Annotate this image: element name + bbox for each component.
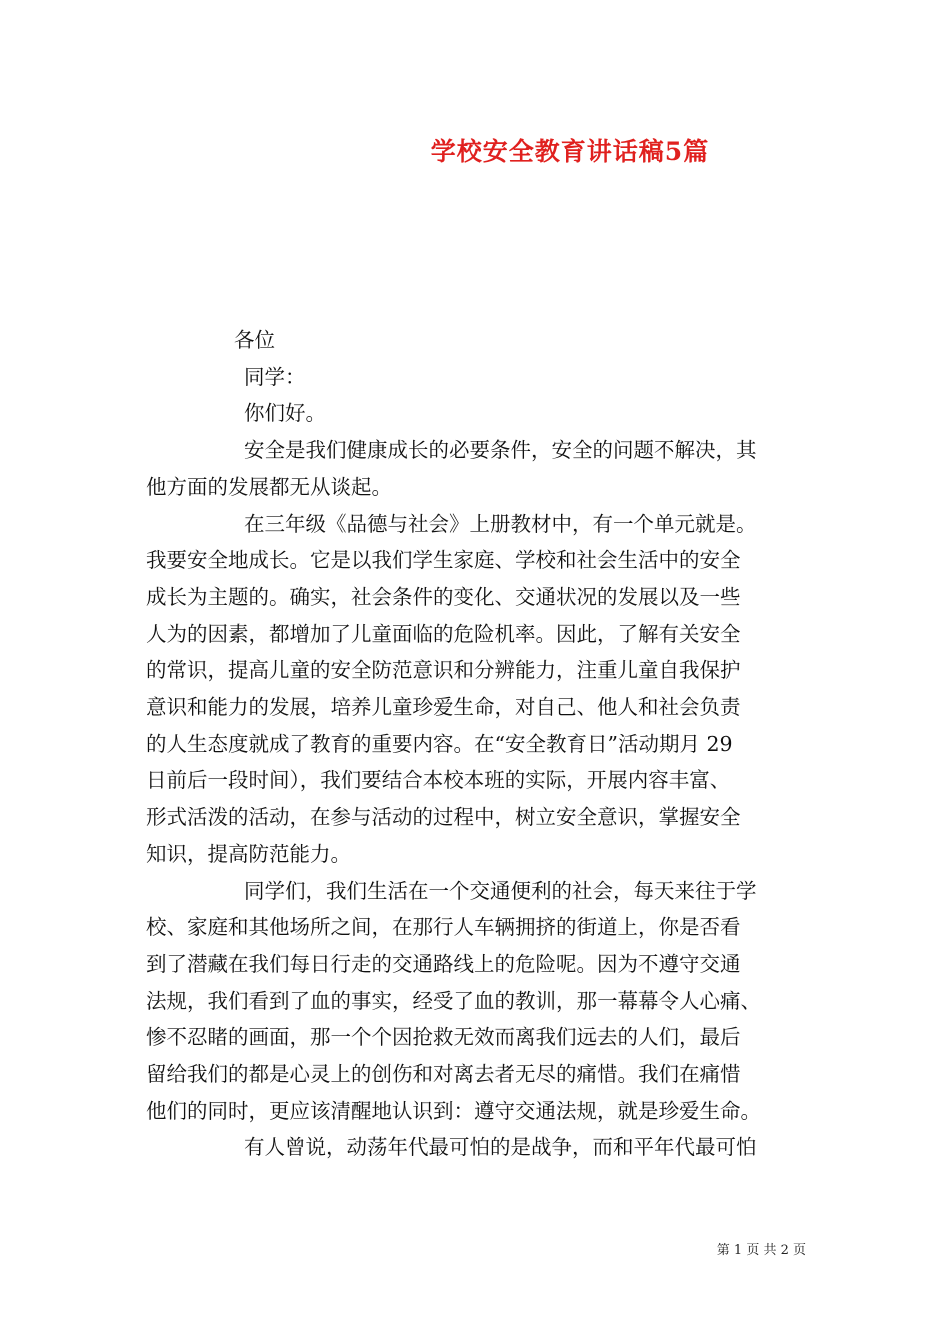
- paragraph-line: 日前后一段时间），我们要结合本校本班的实际，开展内容丰富、: [146, 768, 731, 793]
- paragraph-line: 法规，我们看到了血的事实，经受了血的教训，那一幕幕令人心痛、: [146, 988, 761, 1013]
- paragraph: [146, 873, 806, 1130]
- paragraph: [146, 432, 806, 505]
- paragraph-line: 同学们，我们生活在一个交通便利的社会，每天来往于学: [244, 878, 757, 903]
- paragraph-line: 他方面的发展都无从谈起。: [146, 474, 392, 499]
- paragraph: [146, 506, 806, 873]
- page-number-footer: 第 1 页 共 2 页: [716, 1243, 806, 1258]
- paragraph-line: 意识和能力的发展，培养儿童珍爱生命，对自己、他人和社会负责: [146, 695, 741, 720]
- paragraph-line: 我要安全地成长。它是以我们学生家庭、学校和社会生活中的安全: [146, 548, 741, 573]
- paragraph-line: 成长为主题的。确实，社会条件的变化、交通状况的发展以及一些: [146, 584, 741, 609]
- paragraph-line: 的常识，提高儿童的安全防范意识和分辨能力，注重儿童自我保护: [146, 658, 741, 683]
- paragraph-line: 到了潜藏在我们每日行走的交通路线上的危险呢。因为不遵守交通: [146, 951, 741, 976]
- greeting-line: 你们好。: [244, 401, 326, 426]
- paragraph-line: 安全是我们健康成长的必要条件，安全的问题不解决，其: [244, 438, 757, 463]
- paragraph-line: 他们的同时，更应该清醒地认识到：遵守交通法规，就是珍爱生命。: [146, 1098, 761, 1123]
- greeting-line: 同学：: [244, 364, 306, 389]
- paragraph-line: 形式活泼的活动，在参与活动的过程中，树立安全意识，掌握安全: [146, 805, 741, 830]
- document-title: 学校安全教育讲话稿5篇: [430, 137, 710, 166]
- paragraph-line: 有人曾说，动荡年代最可怕的是战争，而和平年代最可怕: [244, 1135, 757, 1160]
- greeting-line: 各位: [234, 328, 275, 352]
- paragraph: [146, 1129, 806, 1166]
- paragraph-line: 的人生态度就成了教育的重要内容。在“安全教育日”活动期月 29: [146, 731, 733, 756]
- paragraph-line: 知识，提高防范能力。: [146, 841, 351, 866]
- paragraph-line: 校、家庭和其他场所之间，在那行人车辆拥挤的街道上，你是否看: [146, 915, 741, 940]
- paragraph-line: 在三年级《品德与社会》上册教材中，有一个单元就是。: [244, 511, 757, 536]
- paragraph-line: 人为的因素，都增加了儿童面临的危险机率。因此，了解有关安全: [146, 621, 741, 646]
- paragraph-line: 惨不忍睹的画面，那一个个因抢救无效而离我们远去的人们，最后: [146, 1025, 741, 1050]
- paragraph-line: 留给我们的都是心灵上的创伤和对离去者无尽的痛惜。我们在痛惜: [146, 1062, 741, 1087]
- document-body: [146, 322, 806, 1166]
